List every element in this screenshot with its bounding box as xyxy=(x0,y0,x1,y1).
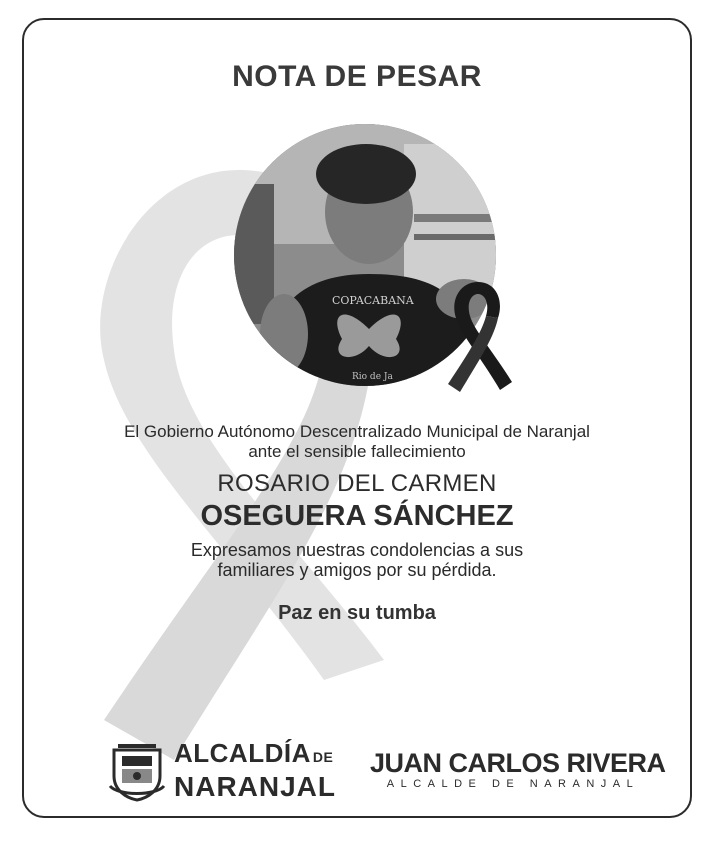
shirt-text: COPACABANA xyxy=(332,294,414,307)
mayor-title: ALCALDE DE NARANJAL xyxy=(386,778,640,790)
condolence-line-1: Expresamos nuestras condolencias a sus xyxy=(190,540,524,560)
org-line-1: ALCALDÍA xyxy=(174,738,311,768)
intro-line-1: El Gobierno Autónomo Descentralizado Municipal de Naranjal xyxy=(124,422,590,441)
mourning-ribbon-icon xyxy=(442,278,514,398)
condolence-text xyxy=(24,540,690,580)
mayor-name: JUAN CARLOS RIVERA xyxy=(370,748,666,778)
closing-text: Paz en su tumba xyxy=(278,602,436,624)
org-line-2: NARANJAL xyxy=(174,771,336,802)
condolence-line-2: familiares y amigos por su pérdida. xyxy=(217,560,497,580)
mayor-signature xyxy=(370,748,666,790)
deceased-last-name: OSEGUERA SÁNCHEZ xyxy=(200,500,514,532)
deceased-first-name: ROSARIO DEL CARMEN xyxy=(217,470,497,497)
page-title: NOTA DE PESAR xyxy=(232,60,482,93)
intro-line-2: ante el sensible fallecimiento xyxy=(248,442,466,461)
intro-text xyxy=(24,422,690,462)
org-de: DE xyxy=(312,749,334,765)
municipal-seal-icon xyxy=(108,736,166,802)
shirt-subtext: Rio de Ja xyxy=(352,372,393,382)
condolence-card xyxy=(22,18,692,818)
municipality-logo xyxy=(174,738,336,802)
